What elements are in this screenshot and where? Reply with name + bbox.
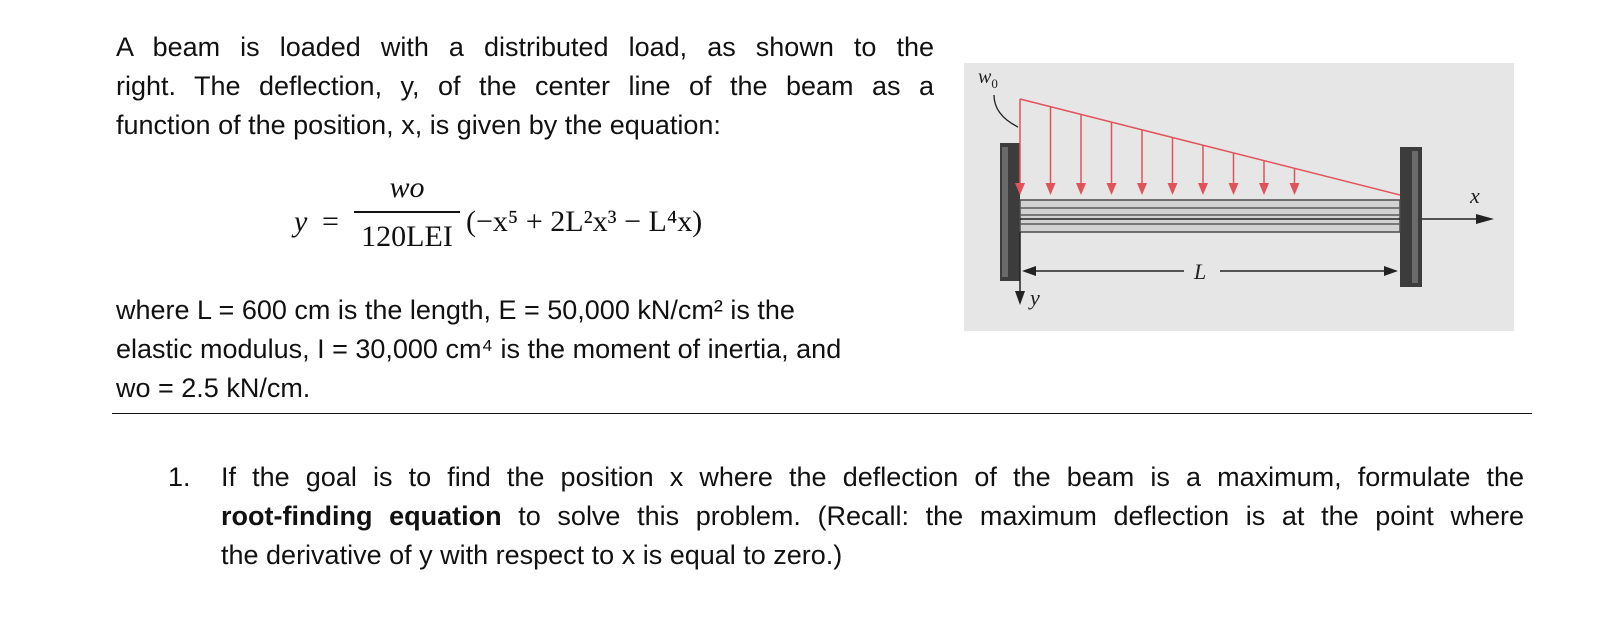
question-line-1: If the goal is to find the position x where the deflection of the beam is a maximum, formulate the [221,462,1524,492]
section-divider [112,413,1532,414]
question-line-2-rest: to solve this problem. (Recall: the maximum deflection is at the point where [501,501,1525,531]
length-label: L [1194,259,1207,284]
question-line-2 [221,497,1524,536]
y-axis-label: y [1030,285,1040,310]
x-axis-label: x [1470,183,1480,208]
beam [1020,200,1400,232]
load-label-w: w [978,66,992,88]
equation-lhs: y [294,205,308,238]
question-line-3: the derivative of y with respect to x is equal to zero.) [221,540,843,570]
equation-denominator: 120LEI [361,220,453,253]
question-text [221,458,1524,575]
where-line-3: wo = 2.5 kN/cm. [116,373,311,403]
equation-numerator: wo [389,171,425,204]
figure-background [964,63,1514,331]
equation-polynomial: (−x⁵ + 2L²x³ − L⁴x) [466,205,703,238]
equation-equals: = [322,205,339,238]
left-wall-highlight [1002,147,1008,277]
where-paragraph [116,291,934,408]
intro-line-2: right. The deflection, y, of the center line of the beam as a [116,71,934,101]
right-wall [1400,147,1422,287]
intro-line-1: A beam is loaded with a distributed load, as shown to the [116,32,934,62]
where-line-2: elastic modulus, I = 30,000 cm⁴ is the moment of inertia, and [116,334,842,364]
intro-paragraph [116,28,934,145]
question-bold-term: root-finding equation [221,501,502,531]
fraction-bar [354,211,460,213]
equation-fraction [354,168,460,257]
intro-line-3: function of the position, x, is given by the equation: [116,110,721,140]
question-number: 1. [168,462,191,492]
beam-figure [964,63,1514,331]
where-line-1: where L = 600 cm is the length, E = 50,000 kN/cm² is the [116,295,795,325]
right-wall-highlight [1412,151,1418,283]
load-label-subscript: 0 [991,76,998,91]
